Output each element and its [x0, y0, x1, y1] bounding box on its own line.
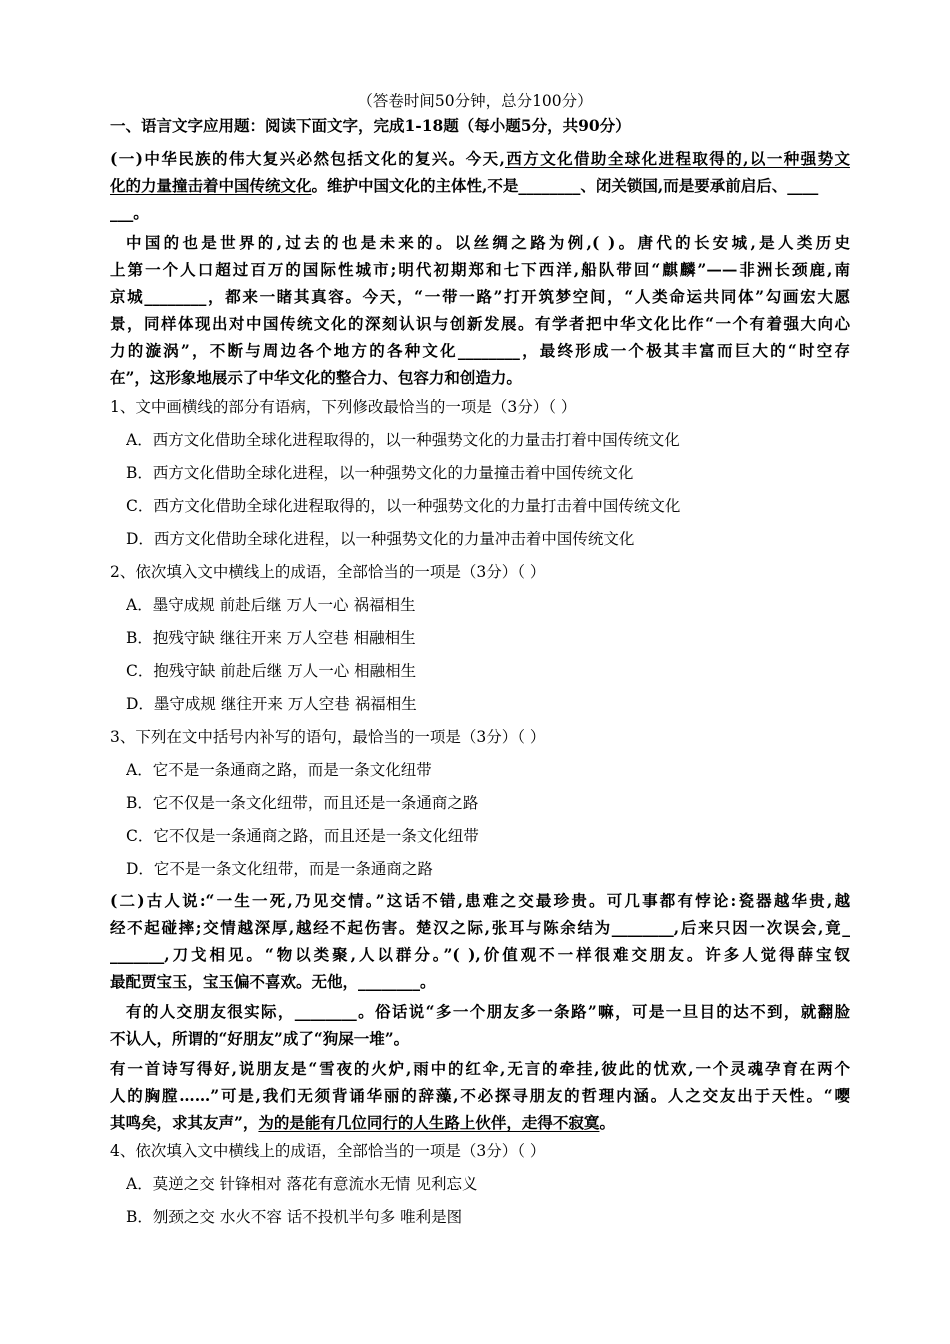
passage-text: 。 — [599, 1113, 615, 1132]
passage1-line: 景，同样体现出对中国传统文化的深刻认识与创新发展。有学者把中华文化比作“一个有着强大向心 — [110, 314, 850, 333]
option-b: B．抱残守缺 继往开来 万人空巷 相融相生 — [126, 629, 416, 647]
option-d: D．墨守成规 继往开来 万人空巷 祸福相生 — [126, 695, 417, 713]
passage2-line: 有的人交朋友很实际，________。俗话说“多一个朋友多一条路”嘛，可是一旦目的达不到，就翻脸 — [126, 1002, 850, 1021]
option-a: A．墨守成规 前赴后继 万人一心 祸福相生 — [126, 596, 416, 614]
option-a: A．西方文化借助全球化进程取得的，以一种强势文化的力量击打着中国传统文化 — [126, 431, 680, 449]
passage2-line: 经不起碰摔;交情越深厚,越经不起伤害。楚汉之际,张耳与陈余结为________,后来只因一次误会,竟_ — [110, 918, 850, 937]
passage2-line: 最配贾宝玉，宝玉偏不喜欢。无他，________。 — [110, 972, 436, 991]
time-note: （答卷时间50分钟，总分100分） — [357, 92, 593, 110]
option-d: D．西方文化借助全球化进程，以一种强势文化的力量冲击着中国传统文化 — [126, 530, 635, 548]
passage2-line: _______,刀戈相见。“物以类聚,人以群分。”( ),价值观不一样很难交朋友。许多人觉得薛宝钗 — [110, 945, 850, 964]
question-stem: 4、依次填入文中横线上的成语，全部恰当的一项是（3分）（ ） — [110, 1142, 546, 1160]
passage1-line — [110, 148, 850, 170]
section-title: 一、语言文字应用题：阅读下面文字，完成1-18题（每小题5分，共90分） — [110, 116, 631, 135]
option-c: C．西方文化借助全球化进程取得的，以一种强势文化的力量打击着中国传统文化 — [126, 497, 681, 515]
passage2-line: 不认人，所谓的“好朋友”成了“狗屎一堆”。 — [110, 1029, 410, 1048]
passage1-line: 力的漩涡”，不断与周边各个地方的各种文化________，最终形成一个极其丰富而巨大的“时空存 — [110, 341, 850, 360]
option-a: A．莫逆之交 针锋相对 落花有意流水无情 见利忘义 — [126, 1175, 478, 1193]
passage2-line: (二)古人说:“一生一死,乃见交情。”这话不错,患难之交最珍贵。可几事都有悖论:瓷器越华贵,越 — [110, 891, 850, 910]
underlined-sentence: 为的是能有几位同行的人生路上伙伴，走得不寂寞 — [258, 1113, 600, 1132]
option-a: A．它不是一条通商之路，而是一条文化纽带 — [126, 761, 432, 779]
passage-text: 。维护中国文化的主体性,不是________、闭关锁国,而是要承前启后、____ — [311, 176, 819, 195]
passage1-line: 在”，这形象地展示了中华文化的整合力、包容力和创造力。 — [110, 368, 522, 387]
passage1-line: 中国的也是世界的,过去的也是未来的。以丝绸之路为例,( )。唐代的长安城,是人类历史 — [126, 233, 850, 252]
question-stem: 3、下列在文中括号内补写的语句，最恰当的一项是（3分）（ ） — [110, 728, 546, 746]
question-stem: 1、文中画横线的部分有语病，下列修改最恰当的一项是（3分）（ ） — [110, 398, 577, 416]
passage2-line: 人的胸膛……”可是,我们无须背诵华丽的辞藻,不必探寻朋友的哲理内涵。人之交友出于天性。“嘤 — [110, 1086, 850, 1105]
passage-text: (一)中华民族的伟大复兴必然包括文化的复兴。今天, — [110, 149, 505, 168]
passage-text: 其鸣矣，求其友声”， — [110, 1113, 259, 1132]
option-d: D．它不是一条文化纽带，而是一条通商之路 — [126, 860, 433, 878]
underlined-sentence: 西方文化借助全球化进程取得的,以一种强势文 — [504, 149, 850, 168]
passage1-line — [110, 175, 850, 197]
underlined-sentence: 化的力量撞击着中国传统文化 — [110, 176, 312, 195]
question-stem: 2、依次填入文中横线上的成语，全部恰当的一项是（3分）（ ） — [110, 563, 546, 581]
passage1-line: ___。 — [110, 203, 149, 222]
passage1-line: 上第一个人口超过百万的国际性城市;明代初期郑和七下西洋,船队带回“麒麟”——非洲长颈鹿,南 — [110, 260, 850, 279]
passage1-line: 京城________，都来一睹其真容。今天，“一带一路”打开筑梦空间，“人类命运共同体”勾画宏大愿 — [110, 287, 850, 306]
option-b: B．刎颈之交 水火不容 话不投机半句多 唯利是图 — [126, 1208, 463, 1226]
option-c: C．抱残守缺 前赴后继 万人一心 相融相生 — [126, 662, 417, 680]
option-b: B．它不仅是一条文化纽带，而且还是一条通商之路 — [126, 794, 479, 812]
passage2-line — [110, 1112, 850, 1134]
passage2-line: 有一首诗写得好,说朋友是“雪夜的火炉,雨中的红伞,无言的牵挂,彼此的忧欢,一个灵魂孕育在两个 — [110, 1059, 850, 1078]
option-c: C．它不仅是一条通商之路，而且还是一条文化纽带 — [126, 827, 479, 845]
option-b: B．西方文化借助全球化进程，以一种强势文化的力量撞击着中国传统文化 — [126, 464, 634, 482]
